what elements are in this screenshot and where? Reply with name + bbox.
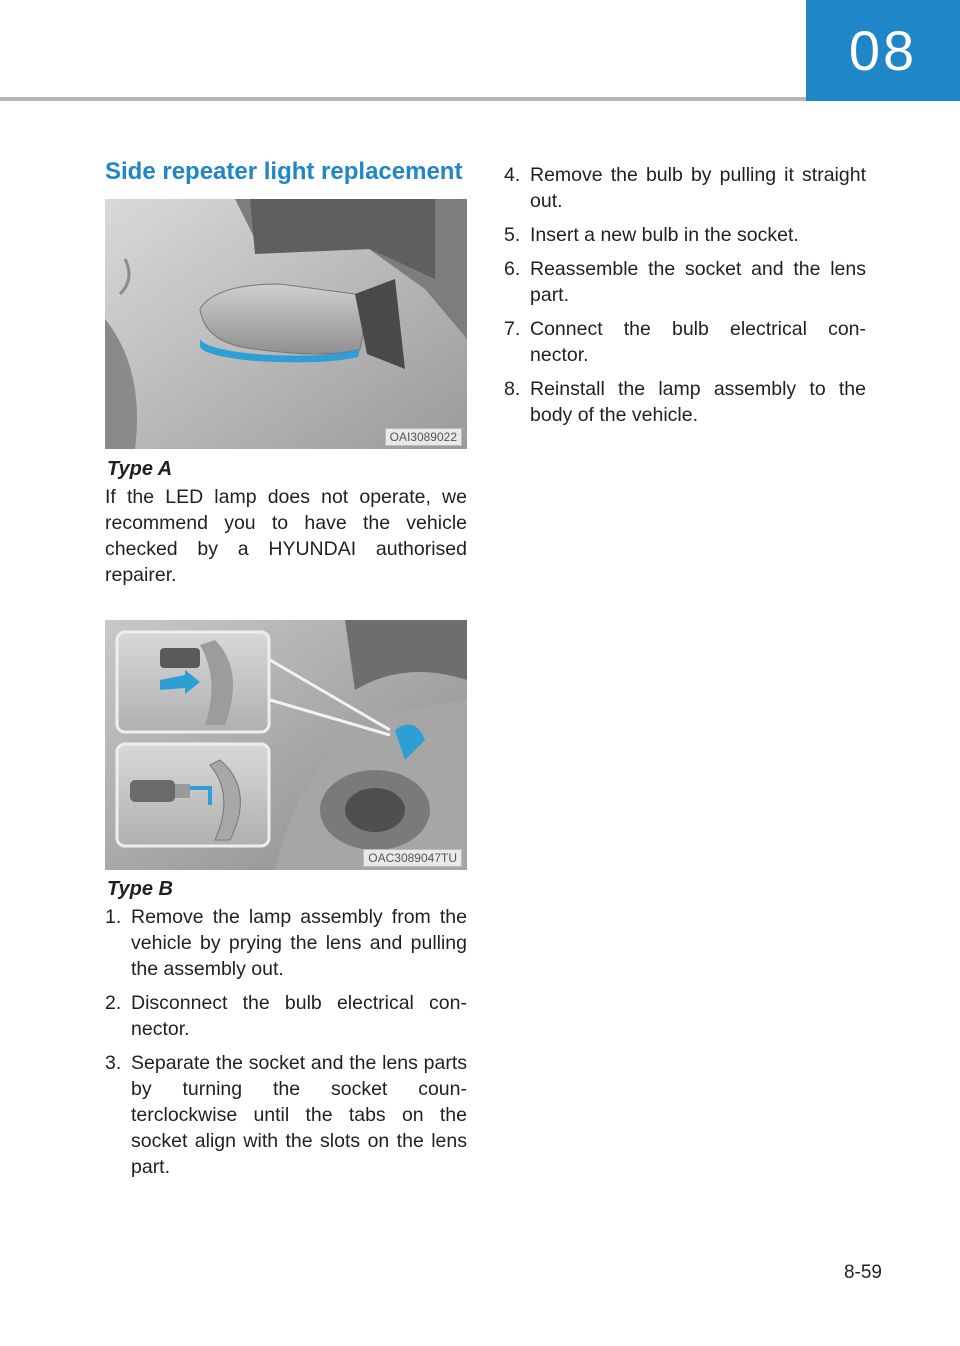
step-1: 1. Remove the lamp assembly from the vehicle by prying the lens and pulling the assembly out. [105, 906, 467, 980]
step-4: 4. Remove the bulb by pulling it straight out. [504, 164, 866, 212]
type-b-label: Type B [107, 878, 173, 900]
step-6: 6. Reassemble the socket and the lens part. [504, 258, 866, 306]
step-2: 2. Disconnect the bulb electrical con- nector. [105, 992, 467, 1040]
type-a-text: If the LED lamp does not operate, we recommend you to have the vehicle checked by a HYUNDAI authorised repairer. [105, 486, 467, 586]
figure-type-b [105, 620, 467, 870]
figure-code-a: OAI3089022 [385, 428, 462, 446]
car-repeater-illustration [105, 620, 467, 870]
step-3: 3. Separate the socket and the lens parts by turning the socket coun- terclockwise until the tabs on the socket align with the slots on the lens part. [105, 1052, 467, 1178]
section-title: Side repeater light replacement [105, 158, 463, 185]
step-7: 7. Connect the bulb electrical con- nector. [504, 318, 866, 366]
type-a-label: Type A [107, 458, 173, 480]
page-number: 8-59 [843, 1262, 882, 1283]
mirror-illustration [105, 199, 467, 449]
step-8: 8. Reinstall the lamp assembly to the body of the vehicle. [504, 378, 866, 426]
chapter-tab: 08 [806, 0, 960, 101]
figure-type-a [105, 199, 467, 449]
steps-list-left [105, 904, 467, 1188]
steps-list-right [504, 162, 866, 436]
step-5: 5. Insert a new bulb in the socket. [504, 224, 799, 246]
header-rule [0, 97, 806, 101]
figure-code-b: OAC3089047TU [363, 849, 462, 867]
